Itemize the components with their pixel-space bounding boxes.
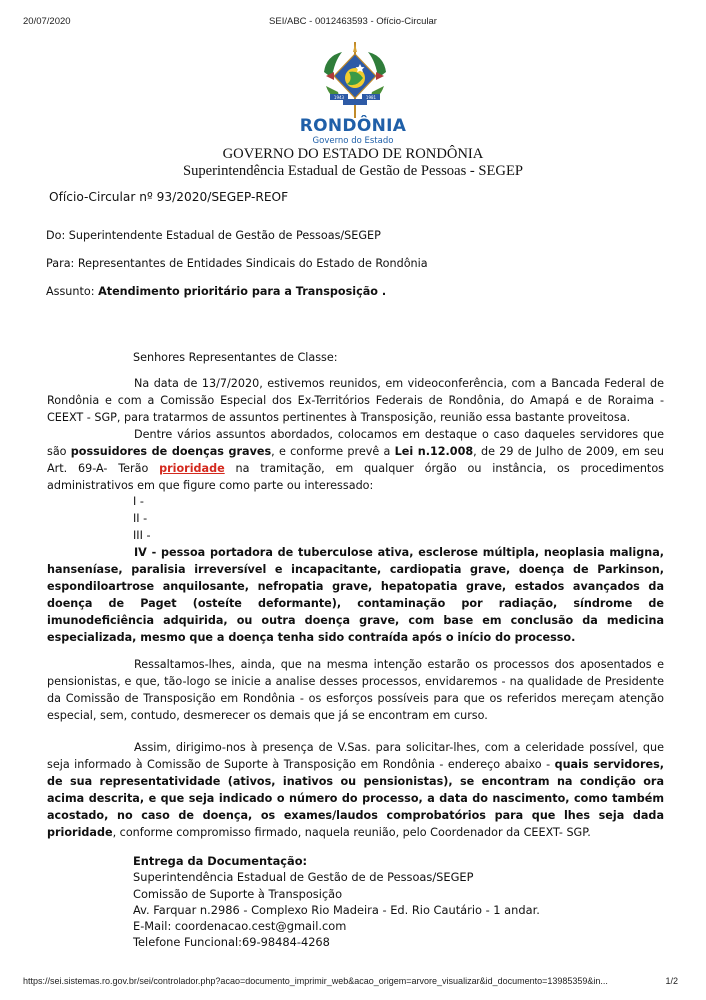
document-number: Ofício-Circular nº 93/2020/SEGEP-REOF (49, 190, 289, 204)
delivery-commission: Comissão de Suporte à Transposição (133, 886, 343, 901)
agency-name: Superintendência Estadual de Gestão de Pessoas - SEGEP (182, 163, 524, 179)
from-label: Do: (46, 229, 69, 242)
paragraph-request (47, 740, 664, 841)
from-line (46, 229, 381, 242)
salutation: Senhores Representantes de Classe: (133, 351, 338, 364)
text: , e conforme prevê a (271, 444, 395, 458)
roman-item-3: III - (133, 529, 151, 542)
paragraph-law (47, 427, 664, 495)
to-value: Representantes de Entidades Sindicais do Estado de Rondônia (77, 257, 428, 270)
brand-subtitle: Governo do Estado (312, 136, 394, 146)
text: Assim, dirigimo-nos à presença de V.Sas. para solicitar-lhes, com a celeridade possível, que seja informado à Comissão de Suporte à Transposição em Rondônia - endereço abaixo - (47, 741, 664, 771)
delivery-block (133, 853, 540, 951)
to-line (46, 257, 428, 270)
delivery-address: Av. Farquar n.2986 - Complexo Rio Madeira - Ed. Rio Cautário - 1 andar. (133, 902, 540, 917)
delivery-phone: Telefone Funcional:69-98484-4268 (133, 935, 330, 950)
paragraph-retirees: Ressaltamos-lhes, ainda, que na mesma intenção estarão os processos dos aposentados e pensionistas, e que, tão-logo se inicie a analise desses processos, envidaremos - na qualidade de Presidente da Comissão de Transposição em Rondônia - os esforços possíveis para que os referidos mereçam atenção especial, sem, contudo, desmerecer os demais que já se encontram em curso. (47, 658, 664, 722)
text: na tramitação, em qualquer órgão ou instância, os procedimentos administrativos em que figure como parte ou interessado: (47, 461, 664, 492)
text: , conforme compromisso firmado, naquela reunião, pelo Coordenador da CEEXT- SGP. (112, 825, 591, 839)
priority-highlight: prioridade (159, 461, 225, 475)
text: , de 29 de Julho de 2009, em seu Art. 69-A- Terão (47, 444, 664, 475)
print-title: SEI/ABC - 0012463593 - Ofício-Circular (269, 16, 437, 27)
roman-item-2: II - (133, 512, 148, 525)
rondonia-coat-of-arms-icon (316, 42, 394, 118)
print-url: https://sei.sistemas.ro.gov.br/sei/controlador.php?acao=documento_imprimir_web&acao_origem=arvore_visualizar&id_documento=13985359&in... (23, 976, 608, 986)
subject-label: Assunto: (46, 285, 99, 298)
delivery-heading: Entrega da Documentação: (133, 854, 308, 868)
to-label: Para: (46, 257, 78, 270)
delivery-agency: Superintendência Estadual de Gestão de de Pessoas/SEGEP (133, 870, 474, 885)
roman-item-4: IV - pessoa portadora de tuberculose ativa, esclerose múltipla, neoplasia maligna, hanseníase, paralisia irreversível e incapacitante, cardiopatia grave, doença de Parkinson, espondiloartrose anquilosante, nefropatia grave, hepatopatia grave, estados avançados da doença de Paget (osteíte deformante), contaminação por radiação, síndrome de imunodeficiência adquirida, ou outra doença grave, com base em conclusão da medicina especializada, mesmo que a doença tenha sido contraída após o início do processo. (47, 546, 664, 644)
svg-text:1943: 1943 (333, 95, 345, 100)
print-date: 20/07/2020 (23, 16, 71, 27)
text: Dentre vários assuntos abordados, colocamos em destaque o caso daqueles servidores que são (47, 428, 664, 458)
page-number: 1/2 (665, 976, 678, 986)
delivery-email: E-Mail: coordenacao.cest@gmail.com (133, 919, 347, 934)
subject-value: Atendimento prioritário para a Transposição . (98, 285, 387, 298)
paragraph-meeting: Na data de 13/7/2020, estivemos reunidos, em videoconferência, com a Bancada Federal de Rondônia e com a Comissão Especial dos Ex-Territórios Federais de Rondônia, do Amapá e de Roraima - CEEXT - SGP, para tratarmos de assuntos pertinentes à Transposição, reunião essa bastante proveitosa. (47, 377, 664, 424)
brand-name: RONDÔNIA (299, 116, 407, 136)
roman-item-1: I - (133, 495, 144, 508)
government-name: GOVERNO DO ESTADO DE RONDÔNIA (222, 146, 484, 162)
from-value: Superintendente Estadual de Gestão de Pessoas/SEGEP (68, 229, 381, 242)
bold-text: possuidores de doenças graves (70, 444, 272, 458)
bold-request: quais servidores, de sua representatividade (ativos, inativos ou pensionistas), se encontram na condição ora acima descrita, e que seja indicado o número do processo, a data do nascimento, como também acostado, no caso de doença, os exames/laudos comprobatórios para que lhes seja dada prioridade (47, 757, 664, 839)
law-reference: Lei n.12.008 (394, 444, 474, 458)
print-header (0, 10, 706, 26)
svg-text:1981: 1981 (365, 95, 377, 100)
subject-line (46, 285, 386, 298)
